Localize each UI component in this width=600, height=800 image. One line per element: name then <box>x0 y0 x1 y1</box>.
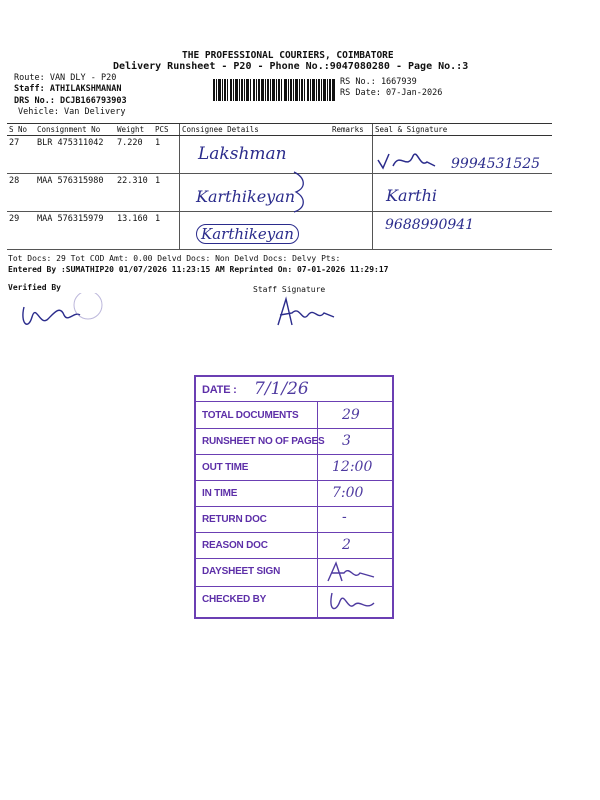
col-weight: Weight <box>115 124 153 136</box>
staff-label: Staff: ATHILAKSHMANAN <box>14 84 122 94</box>
handwritten-consignee-2: Karthikeyan <box>196 187 296 206</box>
row-consignment: MAA 576315980 <box>35 174 115 212</box>
row-sno: 29 <box>7 212 35 250</box>
stamp-row <box>196 480 392 481</box>
checked-by-signature <box>326 589 386 615</box>
row-weight: 13.160 <box>115 212 153 250</box>
stamp-value: 12:00 <box>332 459 373 475</box>
staff-signature-label: Staff Signature <box>253 285 326 294</box>
staff-signature-mark <box>272 295 352 335</box>
stamp-row <box>196 454 392 455</box>
bracket-mark <box>290 170 308 214</box>
rs-number: RS No.: 1667939 <box>340 77 417 87</box>
handwritten-phone-3: 9688990941 <box>385 217 475 233</box>
stamp-label: DAYSHEET SIGN <box>202 566 281 577</box>
company-title: THE PROFESSIONAL COURIERS, COIMBATORE <box>182 50 394 61</box>
row-consignment: BLR 475311042 <box>35 136 115 174</box>
col-consignee: Consignee Details <box>180 124 331 136</box>
handwritten-seal-2: Karthi <box>386 186 437 205</box>
row-sno: 28 <box>7 174 35 212</box>
handwritten-consignee-3: Karthikeyan <box>196 224 299 244</box>
col-consignment: Consignment No <box>35 124 115 136</box>
row-consignment: MAA 576315979 <box>35 212 115 250</box>
stamp-row <box>196 506 392 507</box>
stamp-label: TOTAL DOCUMENTS <box>202 410 299 421</box>
handwritten-consignee-1: Lakshman <box>198 144 287 164</box>
row-remarks <box>330 212 373 250</box>
totals-line: Tot Docs: 29 Tot COD Amt: 0.00 Delvd Docs: Non Delvd Docs: Delvy Pts: <box>8 254 341 263</box>
stamp-value: 7:00 <box>332 485 364 501</box>
stamp-value: 3 <box>342 433 351 449</box>
stamp-column-divider <box>317 401 318 617</box>
barcode-image <box>213 79 335 101</box>
col-remarks: Remarks <box>330 124 373 136</box>
stamp-row <box>196 428 392 429</box>
row-weight: 22.310 <box>115 174 153 212</box>
stamp-row <box>196 586 392 587</box>
row-pcs: 1 <box>153 136 180 174</box>
col-seal: Seal & Signature <box>373 124 553 136</box>
stamp-label: CHECKED BY <box>202 594 267 605</box>
stamp-row <box>196 558 392 559</box>
runsheet-subtitle: Delivery Runsheet - P20 - Phone No.:9047080280 - Page No.:3 <box>113 61 469 72</box>
stamp-value: - <box>342 509 347 525</box>
row-sno: 27 <box>7 136 35 174</box>
table-header-row <box>7 124 552 136</box>
stamp-date-label: DATE : <box>202 384 237 396</box>
signature-mark-1 <box>375 146 455 176</box>
col-pcs: PCS <box>153 124 180 136</box>
stamp-label: RUNSHEET NO OF PAGES <box>202 436 325 447</box>
route-label: Route: VAN DLY - P20 <box>14 73 117 83</box>
row-remarks <box>330 136 373 174</box>
rs-date: RS Date: 07-Jan-2026 <box>340 88 443 98</box>
dispatch-stamp <box>194 375 394 619</box>
handwritten-phone-1: 9994531525 <box>451 156 541 172</box>
stamp-label: RETURN DOC <box>202 514 267 525</box>
stamp-label: REASON DOC <box>202 540 268 551</box>
stamp-date-value: 7/1/26 <box>254 379 309 399</box>
row-weight: 7.220 <box>115 136 153 174</box>
stamp-label: OUT TIME <box>202 462 249 473</box>
stamp-label: IN TIME <box>202 488 238 499</box>
row-pcs: 1 <box>153 212 180 250</box>
row-pcs: 1 <box>153 174 180 212</box>
daysheet-signature <box>324 561 384 585</box>
entered-line: Entered By :SUMATHIP20 01/07/2026 11:23:15 AM Reprinted On: 07-01-2026 11:29:17 <box>8 265 389 274</box>
verified-by-label: Verified By <box>8 283 61 292</box>
drs-label: DRS No.: DCJB166793903 <box>14 96 127 106</box>
stamp-row <box>196 401 392 402</box>
stamp-value: 2 <box>342 537 351 553</box>
verifier-signature <box>18 293 118 338</box>
col-sno: S No <box>7 124 35 136</box>
vehicle-label: Vehicle: Van Delivery <box>18 107 126 117</box>
row-remarks <box>330 174 373 212</box>
stamp-row <box>196 532 392 533</box>
stamp-value: 29 <box>342 407 360 423</box>
